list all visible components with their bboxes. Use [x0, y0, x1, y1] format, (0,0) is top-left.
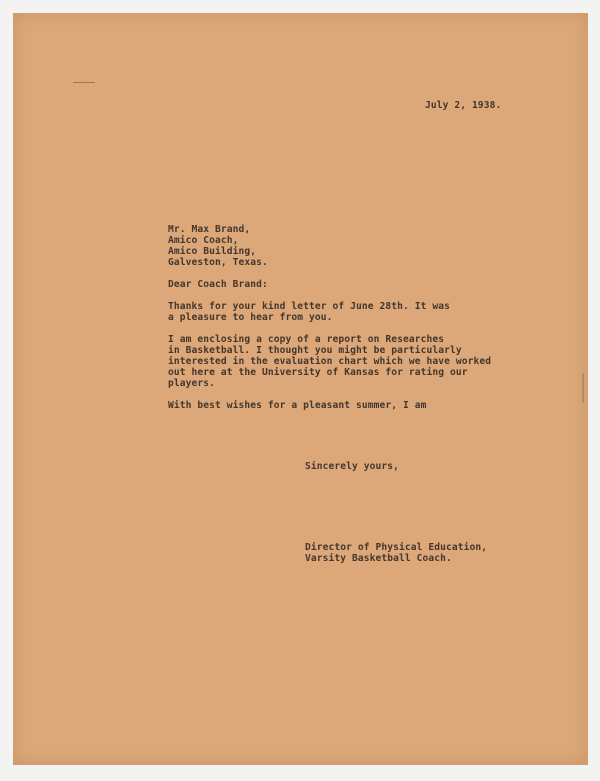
paragraph-line: a pleasure to hear from you. — [168, 312, 333, 323]
signer-role: Varsity Basketball Coach. — [305, 553, 452, 564]
recipient-building: Amico Building, — [168, 246, 257, 257]
paragraph-line: in Basketball. I thought you might be particularly — [168, 345, 462, 356]
paragraph-line: interested in the evaluation chart which we have worked — [168, 356, 492, 367]
paragraph-line: With best wishes for a pleasant summer, I am — [168, 400, 427, 411]
letter-date: July 2, 1938. — [425, 100, 502, 111]
paper-edge-mark — [582, 373, 584, 403]
letter-page — [13, 13, 588, 765]
paragraph-line: I am enclosing a copy of a report on Researches — [168, 334, 445, 345]
salutation: Dear Coach Brand: — [168, 279, 268, 290]
recipient-city: Galveston, Texas. — [168, 257, 268, 268]
paragraph-line: players. — [168, 378, 216, 389]
paragraph-line: out here at the University of Kansas for rating our — [168, 367, 468, 378]
closing: Sincerely yours, — [305, 461, 400, 472]
signer-title: Director of Physical Education, — [305, 542, 488, 553]
stray-pencil-mark — [73, 82, 95, 83]
recipient-title: Amico Coach, — [168, 235, 239, 246]
paragraph-line: Thanks for your kind letter of June 28th. It was — [168, 301, 451, 312]
recipient-name: Mr. Max Brand, — [168, 224, 251, 235]
